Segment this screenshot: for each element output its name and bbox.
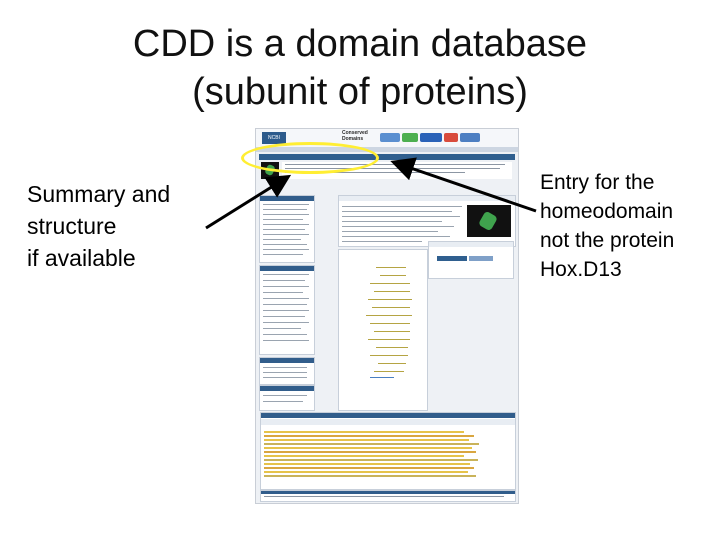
brand-line-1: Conserved bbox=[342, 130, 368, 136]
title-line-2: (subunit of proteins) bbox=[192, 71, 528, 113]
left-arrow bbox=[206, 178, 286, 228]
brand-line-2: Domains bbox=[342, 136, 364, 142]
title-line-1: CDD is a domain database bbox=[132, 23, 588, 65]
ncbi-logo: NCBI bbox=[262, 132, 286, 144]
left-caption-line-1: Summary and bbox=[27, 181, 171, 207]
right-caption-line-3: not the protein bbox=[540, 229, 675, 252]
right-caption-line-4: Hox.D13 bbox=[540, 258, 622, 281]
right-arrow bbox=[396, 163, 536, 211]
left-caption-line-2: structure bbox=[27, 213, 117, 239]
left-caption-line-3: if available bbox=[27, 245, 136, 271]
right-caption-line-2: homeodomain bbox=[540, 200, 674, 223]
right-caption-line-1: Entry for the bbox=[540, 171, 655, 194]
